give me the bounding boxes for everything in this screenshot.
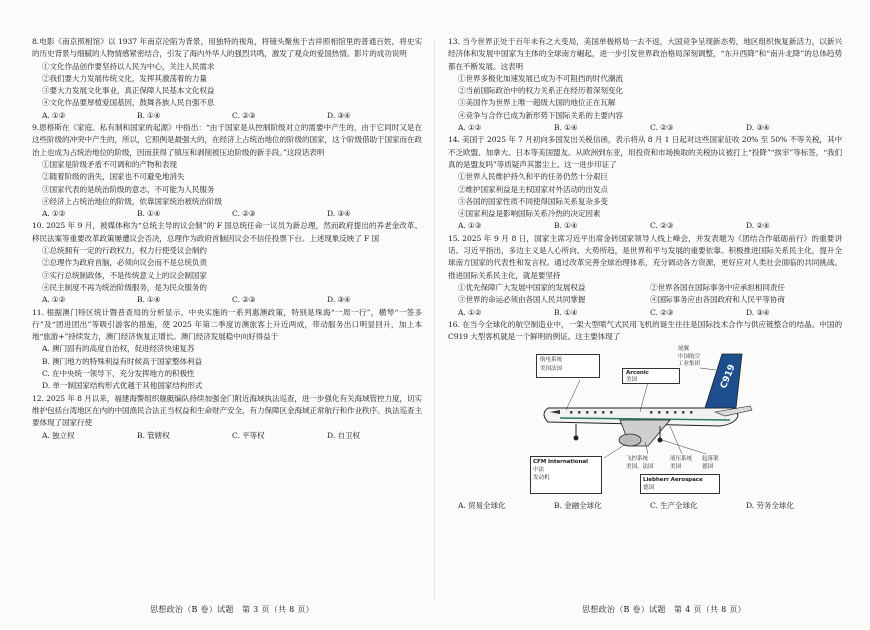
- hydraulic-label: 液压系统: [670, 456, 692, 463]
- choice-d[interactable]: D. ②④: [746, 221, 770, 231]
- choice-c[interactable]: C. ②③: [232, 295, 256, 305]
- choice-a[interactable]: A. 贸易全球化: [458, 501, 506, 511]
- answer-choices: [32, 208, 422, 220]
- c919-supplier-diagram: [530, 346, 760, 496]
- answer-choices: [448, 307, 842, 319]
- statement-option: ④竞争与合作已成为新形势下国际关系的主要内容: [458, 110, 623, 120]
- choice-a[interactable]: A. 澳门固有的高度自治权，促进经济快速复苏: [42, 344, 195, 354]
- choice-b[interactable]: B. ①④: [137, 295, 161, 305]
- question-stem: 11. 根据澳门特区统计暨普查局的分析显示，中央实施的一系列惠澳政策，特别是珠海“一周一行”，横琴“一签多行”及“团进团出”等吸引游客的措施，使 2025 年第二季度访澳旅客上升近两成，带动服务出口明显回升，加上本地“旅游+”持续发力，澳门经济恢复正增长。澳门经济发展稳中向好得益于: [32, 307, 422, 342]
- choice-c[interactable]: C. ②③: [650, 307, 674, 317]
- choice-d[interactable]: D. 自卫权: [327, 430, 360, 440]
- left-column: [32, 36, 422, 442]
- choice-d[interactable]: D. ③④: [746, 123, 770, 133]
- avionics-country: 美国法国: [540, 366, 562, 373]
- cfm-part: 发动机: [533, 475, 550, 482]
- question-13: [448, 36, 842, 134]
- choice-b[interactable]: B. ①④: [554, 307, 578, 317]
- page-footer-left: 思想政治（B 卷）试题 第 3 页（共 8 页）: [150, 605, 314, 614]
- choice-a[interactable]: A. ①②: [458, 123, 482, 133]
- choice-a[interactable]: A. ①②: [42, 110, 66, 120]
- statement-option: ②随着阶级的消失，国家也不可避免地消失: [42, 172, 185, 182]
- question-stem: 14. 美国于 2025 年 7 月初向多国发出关税信函，表示将从 8 月 1 日起对这些国家征收 20% 至 50% 不等关税，其中不乏欧盟、加拿大、日本等美国盟友。从欧洲到东亚，用投资和市场换取的关税协议被打上“投降”“挨宰”等标签，“我们真的是盟友吗”等质疑声其嚣尘上。这一进步印证了: [448, 135, 842, 169]
- question-stem: 15. 2025 年 9 月 8 日，国家主席习近平出席金砖国家领导人线上峰会，并发表题为《团结合作砥砺前行》的重要讲话。习近平指出，多边主义是人心所向、大势所趋，是世界和平与发展的重要依靠。积极推进国际关系民主化，提升全球南方国家的代表性和发言权。通过改革完善全球治理体系，充分调动各方资源，更好应对人类社会面临的共同挑战。推进国际关系民主化，就是要坚持: [448, 233, 842, 280]
- choice-c[interactable]: C. 在中央统一领导下，充分发挥地方的积极性: [42, 369, 195, 379]
- statement-option: ④经济上占统治地位的阶级，依靠国家统治被统治阶级: [42, 196, 222, 206]
- choice-c[interactable]: C. 生产全球化: [650, 501, 698, 511]
- liebherr-country: 德国: [643, 485, 654, 492]
- choice-c[interactable]: C. 平等权: [232, 430, 265, 440]
- answer-choices: [448, 122, 842, 134]
- question-15: [448, 233, 842, 319]
- statement-option: ①国家是阶级矛盾不可调和的产物和表现: [42, 159, 177, 169]
- answer-choices: [32, 294, 422, 306]
- right-column: [448, 36, 842, 513]
- choice-b[interactable]: B. ①④: [137, 209, 161, 219]
- choice-b[interactable]: B. ①④: [137, 110, 161, 120]
- hydraulic-country: 美国: [670, 464, 681, 471]
- statement-option: ①文化作品创作要坚持以人民为中心，关注人民需求: [42, 61, 215, 71]
- choice-a[interactable]: A. ①②: [42, 209, 66, 219]
- statement-option: ④文化作品要厚植爱国基因，鼓舞各族人民自强不息: [42, 98, 215, 108]
- choice-d[interactable]: D. 劳务全球化: [746, 501, 794, 511]
- statement-option: ①优先保障广大发展中国家的发展权益: [458, 282, 586, 292]
- question-stem: 9.恩格斯在《家庭、私有制和国家的起源》中指出：“由于国家是从控制阶级对立的需要中产生的，由于它同时又是在这些阶级的冲突中产生的，所以，它照例是最强大的，在经济上占统治地位的阶级的国家，这个阶级借助于国家而在政治上也成为占统治地位的阶级，因而获得了镇压和剥削被压迫阶级的新手段。”这段话表明: [32, 123, 422, 157]
- question-stem: 12. 2025 年 8 月以来，福建海警组织舰艇编队持续加强金门附近海域执法巡查，进一步强化有关海域管控力度，切实维护包括台湾地区在内的中国渔民合法正当权益和生命财产安全，有力保障区金海域正常航行和作业秩序。执法巡查主要体现了国家行使: [32, 393, 422, 428]
- choice-a[interactable]: A. ①②: [42, 295, 66, 305]
- tail-supplier: 中国航空: [678, 354, 700, 361]
- question-16: [448, 319, 842, 513]
- choice-b[interactable]: B. 澳门地方的特殊利益有时候高于国家整体利益: [42, 356, 202, 366]
- question-9: [32, 122, 422, 220]
- question-8: [32, 36, 422, 122]
- statement-option: ②总理作为政府首脑，必须向议会而不是总统负责: [42, 258, 207, 268]
- arconic-label: Arconic: [626, 370, 649, 377]
- statement-option: ②当前国际政治中的权力关系正在经历着深刻变化: [458, 86, 623, 96]
- question-stem: 16. 在当今全球化的航空制造业中，一架大型喷气式民用飞机的诞生往往是国际技术合作与供应链整合的结晶。中国的 C919 大型客机就是一个鲜明的例证。这主要体现了: [448, 319, 842, 342]
- landing-gear-label: 起落架: [702, 456, 719, 463]
- question-stem: 13. 当今世界正处于百年未有之大变局，美国单极格局一去不返，大国竞争呈现新态势，地区组织恢复新活力，以新兴经济体和发展中国家为主体的全球南方崛起，进一步引发世界政治格局深刻调整，“东升西降”和“南升北降”的总体趋势都在不断发展。这表明: [448, 37, 842, 71]
- tail-supplier-2: 工业集团: [678, 361, 700, 368]
- column-divider: [434, 40, 435, 600]
- statement-option: ③世界的命运必须由各国人民共同掌握: [458, 295, 586, 305]
- choice-d[interactable]: D. ③④: [327, 209, 351, 219]
- statement-option: ③国家代表的是统治阶级的意志，不可能为人民服务: [42, 184, 215, 194]
- choice-b[interactable]: B. 管辖权: [137, 430, 170, 440]
- tail-label: 尾翼: [678, 346, 689, 353]
- flight-ctrl-country: 美国、法国: [626, 464, 654, 471]
- choice-b[interactable]: B. 金融全球化: [554, 501, 602, 511]
- statement-option: ③美国作为世界上唯一超级大国的地位正在瓦解: [458, 98, 616, 108]
- statement-options: [448, 282, 842, 307]
- question-stem: 8.电影《南京照相馆》以 1937 年南京沦陷为背景，用独特的视角，将镜头聚焦于吉祥照相馆里的普通百姓，将史实的历史背景与细腻的人物情感紧密结合，引发了海内外华人的强烈共鸣，激发了观众的爱国热情。影片的成功说明: [32, 37, 422, 59]
- answer-choices: [448, 220, 842, 232]
- statement-option: ③要大力发展文化事业，真正保障人民基本文化权益: [42, 86, 215, 96]
- choice-a[interactable]: A. 独立权: [42, 430, 75, 440]
- statement-option: ②维护国家利益是主权国家对外活动的出发点: [458, 184, 608, 194]
- question-12: [32, 393, 422, 442]
- choice-b[interactable]: B. ①④: [554, 123, 578, 133]
- choice-b[interactable]: B. ①④: [554, 221, 578, 231]
- flight-ctrl-label: 飞控系统: [626, 456, 648, 463]
- landing-gear-country: 德国: [702, 464, 713, 471]
- statement-option: ②我们要大力发展传统文化，发挥其激荡着的力量: [42, 73, 207, 83]
- question-10: [32, 220, 422, 306]
- choice-c[interactable]: C. ②③: [232, 209, 256, 219]
- answer-choices: [448, 500, 842, 512]
- question-14: [448, 134, 842, 232]
- choice-d[interactable]: D. ③④: [746, 307, 770, 317]
- question-stem: 10. 2025 年 9 月，被媒体称为“总统主导的议会制”的 F 国总统任命一议员为新总理，然而政府提出的养老金改革、移民法案等重要改革政策屡遭议会否决，总理作为政府首脑因议会不信任投票下台。上述现象反映了 F 国: [32, 221, 422, 243]
- choice-d[interactable]: D. ③④: [327, 295, 351, 305]
- statement-option: ④民主制度不再为统治阶级服务，是为民众服务的: [42, 282, 207, 292]
- choice-d[interactable]: D. 单一制国家结构形式优越于其他国家结构形式: [42, 381, 203, 391]
- statement-option: ①总统拥有一定的行政权力，权力行使受议会制约: [42, 246, 207, 256]
- avionics-label: 航电系统: [540, 357, 562, 364]
- liebherr-label: Liebherr Aerospace: [643, 477, 703, 484]
- statement-option: ④国际事务应由各国政府和人民平等协商: [650, 295, 785, 305]
- cfm-country: 中法: [533, 467, 544, 474]
- choice-c[interactable]: C. ②③: [232, 110, 256, 120]
- answer-choices: [32, 110, 422, 122]
- answer-choices: [32, 430, 422, 442]
- statement-option: ①世界人民维护持久和平的任务仍然十分艰巨: [458, 172, 608, 182]
- statement-option: ③实行总统制政体，不是传统意义上的议会制国家: [42, 270, 207, 280]
- page-footer-right: 思想政治（B 卷）试题 第 4 页（共 8 页）: [582, 605, 746, 614]
- choice-d[interactable]: D. ③④: [327, 110, 351, 120]
- statement-option: ④国家利益是影响国际关系冷热的决定因素: [458, 209, 601, 219]
- tail-logo-text: C919: [718, 363, 738, 391]
- statement-option: ①世界多极化加速发展已成为不可阻挡的时代潮流: [458, 73, 623, 83]
- cfm-label: CFM International: [533, 459, 588, 466]
- choice-a[interactable]: A. ①③: [458, 221, 482, 231]
- choice-a[interactable]: A. ①②: [458, 307, 482, 317]
- statement-option: ②世界各国在国际事务中应承担相同责任: [650, 282, 785, 292]
- question-11: [32, 307, 422, 393]
- choice-c[interactable]: C. ②③: [650, 221, 674, 231]
- arconic-country: 美国: [626, 377, 637, 384]
- statement-option: ③各国的国家性质不同使得国际关系复杂多变: [458, 196, 608, 206]
- choice-c[interactable]: C. ②③: [650, 123, 674, 133]
